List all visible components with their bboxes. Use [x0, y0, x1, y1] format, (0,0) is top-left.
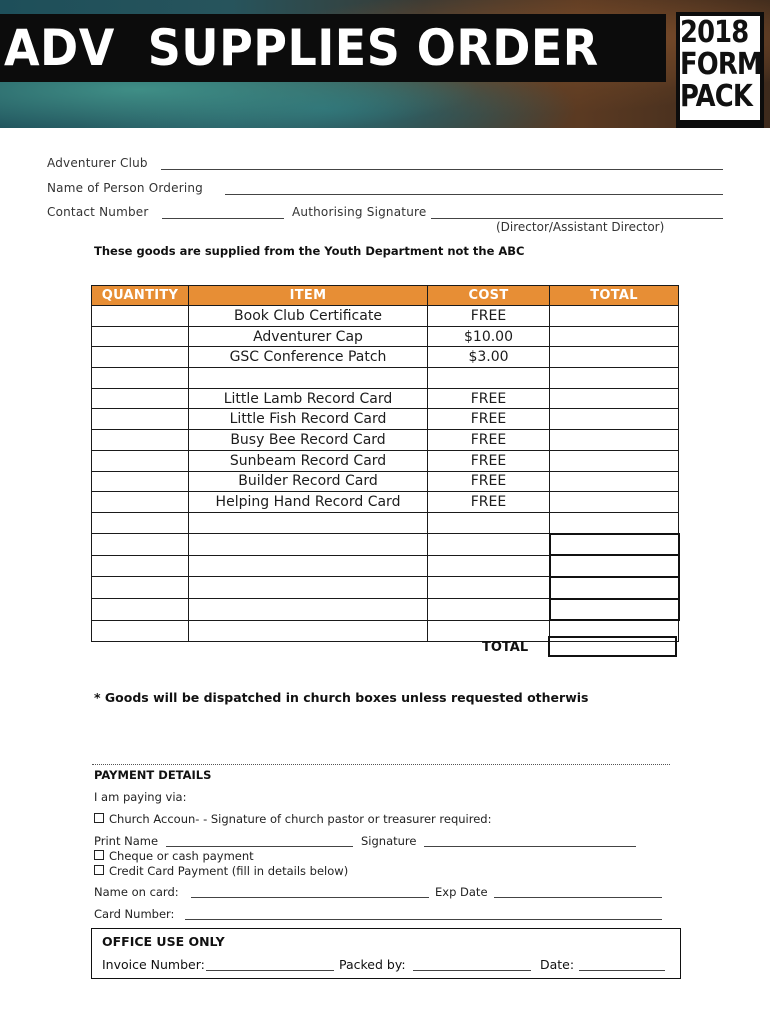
item-cell [189, 599, 428, 621]
item-cell: Busy Bee Record Card [189, 430, 428, 451]
table-row [92, 492, 679, 513]
item-cell [189, 512, 428, 533]
item-cell: Little Lamb Record Card [189, 388, 428, 409]
table-row [92, 555, 679, 577]
exp-date-field[interactable] [494, 897, 662, 898]
page-title: ADV SUPPLIES ORDER [4, 19, 599, 77]
table-row [92, 534, 679, 556]
table-row [92, 326, 679, 347]
checkbox-icon[interactable] [94, 865, 104, 875]
church-account-option[interactable] [94, 812, 491, 826]
quantity-cell[interactable] [92, 347, 189, 368]
total-cell[interactable] [550, 450, 679, 471]
cost-cell: FREE [428, 471, 550, 492]
quantity-cell[interactable] [92, 577, 189, 599]
cost-cell [428, 534, 550, 556]
quantity-cell[interactable] [92, 534, 189, 556]
table-row [92, 577, 679, 599]
item-cell [189, 534, 428, 556]
cost-cell [428, 555, 550, 577]
date-field[interactable] [579, 970, 665, 971]
col-item: ITEM [189, 286, 428, 306]
quantity-cell[interactable] [92, 620, 189, 641]
contact-label: Contact Number [47, 205, 149, 219]
grand-total-field[interactable] [548, 636, 677, 657]
item-cell: Adventurer Cap [189, 326, 428, 347]
order-table [91, 285, 680, 642]
cheque-option[interactable] [94, 849, 254, 863]
card-number-label: Card Number: [94, 907, 175, 921]
card-number-field[interactable] [185, 919, 662, 920]
checkbox-icon[interactable] [94, 813, 104, 823]
total-cell[interactable] [550, 577, 679, 599]
item-cell: Book Club Certificate [189, 306, 428, 327]
cost-cell [428, 512, 550, 533]
credit-card-option[interactable] [94, 864, 348, 878]
checkbox-icon[interactable] [94, 850, 104, 860]
item-cell: Sunbeam Record Card [189, 450, 428, 471]
table-row [92, 388, 679, 409]
quantity-cell[interactable] [92, 388, 189, 409]
quantity-cell[interactable] [92, 512, 189, 533]
header-banner [0, 0, 770, 128]
quantity-cell[interactable] [92, 471, 189, 492]
cheque-label: Cheque or cash payment [109, 849, 254, 863]
total-cell[interactable] [550, 471, 679, 492]
cost-cell [428, 620, 550, 641]
badge-form: FORM [680, 47, 762, 82]
signature-label: Authorising Signature [292, 205, 427, 219]
total-cell[interactable] [550, 534, 679, 556]
print-name-field[interactable] [166, 846, 353, 847]
signature-field[interactable] [431, 218, 723, 219]
cost-cell: FREE [428, 492, 550, 513]
col-cost: COST [428, 286, 550, 306]
item-cell [189, 620, 428, 641]
office-use-box [91, 928, 681, 979]
person-field[interactable] [225, 194, 723, 195]
quantity-cell[interactable] [92, 450, 189, 471]
cost-cell: FREE [428, 450, 550, 471]
name-on-card-field[interactable] [191, 897, 429, 898]
col-total: TOTAL [550, 286, 679, 306]
total-cell[interactable] [550, 326, 679, 347]
item-cell: GSC Conference Patch [189, 347, 428, 368]
church-account-label: Church Accoun- - Signature of church pastor or treasurer required: [109, 812, 492, 826]
print-name-label: Print Name [94, 834, 159, 848]
invoice-field[interactable] [206, 970, 334, 971]
table-row [92, 409, 679, 430]
club-field[interactable] [161, 169, 723, 170]
item-cell: Little Fish Record Card [189, 409, 428, 430]
table-row [92, 512, 679, 533]
quantity-cell[interactable] [92, 599, 189, 621]
total-cell[interactable] [550, 599, 679, 621]
item-cell: Helping Hand Record Card [189, 492, 428, 513]
table-row [92, 599, 679, 621]
table-row [92, 347, 679, 368]
table-row [92, 450, 679, 471]
cost-cell: $3.00 [428, 347, 550, 368]
cost-cell: FREE [428, 409, 550, 430]
quantity-cell[interactable] [92, 306, 189, 327]
quantity-cell[interactable] [92, 555, 189, 577]
packed-by-field[interactable] [413, 970, 531, 971]
exp-date-label: Exp Date [435, 885, 488, 899]
total-cell[interactable] [550, 347, 679, 368]
table-header-row [92, 286, 679, 306]
total-cell[interactable] [550, 306, 679, 327]
item-cell: Builder Record Card [189, 471, 428, 492]
packed-by-label: Packed by: [339, 957, 406, 972]
date-label: Date: [540, 957, 575, 972]
credit-card-label: Credit Card Payment (fill in details below) [109, 864, 349, 878]
quantity-cell[interactable] [92, 430, 189, 451]
table-row [92, 430, 679, 451]
total-cell[interactable] [550, 430, 679, 451]
cost-cell [428, 368, 550, 389]
section-divider [92, 764, 670, 765]
badge-pack: PACK [680, 79, 752, 114]
cost-cell [428, 577, 550, 599]
quantity-cell[interactable] [92, 492, 189, 513]
cost-cell: FREE [428, 388, 550, 409]
item-cell [189, 577, 428, 599]
table-row [92, 368, 679, 389]
table-row [92, 306, 679, 327]
quantity-cell[interactable] [92, 368, 189, 389]
invoice-label: Invoice Number: [102, 957, 205, 972]
paying-via-label: I am paying via: [94, 790, 187, 804]
cost-cell: FREE [428, 430, 550, 451]
cost-cell: $10.00 [428, 326, 550, 347]
table-row [92, 471, 679, 492]
total-cell[interactable] [550, 388, 679, 409]
supply-note: These goods are supplied from the Youth Department not the ABC [94, 244, 525, 258]
total-cell[interactable] [550, 409, 679, 430]
contact-field[interactable] [162, 218, 284, 219]
total-cell[interactable] [550, 555, 679, 577]
club-label: Adventurer Club [47, 156, 148, 170]
grand-total-label: TOTAL [482, 640, 529, 655]
item-cell [189, 555, 428, 577]
quantity-cell[interactable] [92, 409, 189, 430]
dispatch-note: * Goods will be dispatched in church boxes unless requested otherwis [94, 690, 589, 705]
payment-signature-field[interactable] [424, 846, 636, 847]
badge-year: 2018 [680, 15, 749, 50]
total-cell[interactable] [550, 512, 679, 533]
col-quantity: QUANTITY [92, 286, 189, 306]
signature-note: (Director/Assistant Director) [496, 220, 665, 234]
cost-cell [428, 599, 550, 621]
person-label: Name of Person Ordering [47, 181, 203, 195]
payment-signature-label: Signature [361, 834, 417, 848]
item-cell [189, 368, 428, 389]
quantity-cell[interactable] [92, 326, 189, 347]
name-on-card-label: Name on card: [94, 885, 179, 899]
form-pack-badge [676, 12, 764, 128]
office-use-title: OFFICE USE ONLY [102, 934, 225, 949]
payment-heading: PAYMENT DETAILS [94, 768, 212, 782]
total-cell[interactable] [550, 368, 679, 389]
total-cell[interactable] [550, 492, 679, 513]
cost-cell: FREE [428, 306, 550, 327]
